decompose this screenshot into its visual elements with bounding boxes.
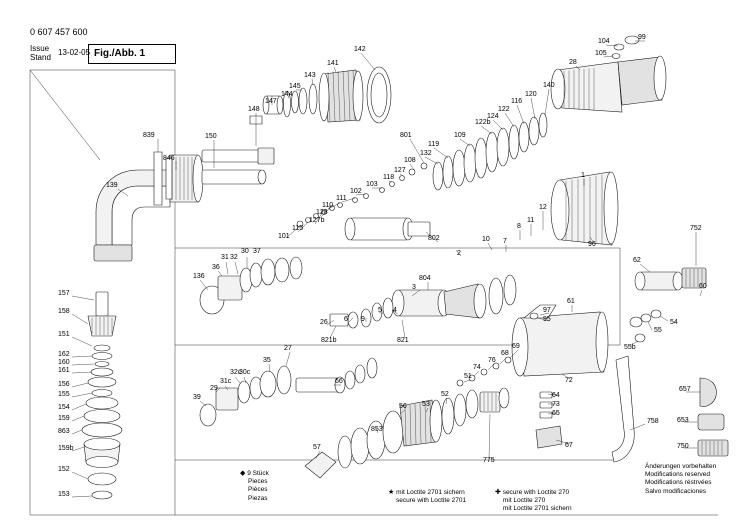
- callout-99: 99: [638, 34, 646, 41]
- callout-51: 51: [464, 373, 472, 380]
- callout-156: 156: [58, 381, 70, 388]
- callout-127: 127: [394, 167, 406, 174]
- callout-160: 160: [58, 359, 70, 366]
- callout-159: 159: [58, 415, 70, 422]
- callout-657: 657: [679, 386, 691, 393]
- callout-1: 1: [581, 172, 585, 179]
- callout-104: 104: [598, 38, 610, 45]
- note-modifications-reserved: Änderungen vorbehalten Modifications reserved Modifications réstrvées Salvo modificaciones: [645, 463, 717, 495]
- callout-29: 29: [210, 385, 218, 392]
- callout-144: 144: [281, 91, 293, 98]
- assembly-motor-housing: [551, 36, 666, 245]
- callout-127b: 127b: [309, 217, 325, 224]
- callout-750: 750: [677, 443, 689, 450]
- callout-69: 69: [512, 343, 520, 350]
- issue-date: 13-02-05: [58, 48, 91, 57]
- callout-105: 105: [595, 50, 607, 57]
- callout-140: 140: [543, 82, 555, 89]
- callout-96: 96: [588, 241, 596, 248]
- callout-36: 36: [212, 264, 220, 271]
- callout-4: 4: [393, 307, 397, 314]
- callout-68: 68: [501, 350, 509, 357]
- callout-53: 53: [422, 401, 430, 408]
- callout-108: 108: [404, 157, 416, 164]
- callout-147: 147: [265, 98, 277, 105]
- plus-icon: ✚: [495, 489, 501, 496]
- callout-162: 162: [58, 351, 70, 358]
- note-quantity: ◆ 9 Stück Pieces Pièces Piezas: [240, 470, 269, 502]
- callout-141: 141: [327, 60, 339, 67]
- callout-2: 2: [457, 250, 461, 257]
- assembly-gear-train: [202, 67, 391, 164]
- callout-116: 116: [511, 98, 523, 105]
- callout-55: 55: [654, 327, 662, 334]
- callout-142: 142: [354, 46, 366, 53]
- note-loctite-2701: ★ mit Loctite 2701 sichern secure with Loctite 2701: [388, 489, 467, 505]
- callout-775: 775: [483, 457, 495, 464]
- callout-32c: 32c: [230, 369, 242, 376]
- callout-97: 97: [543, 307, 551, 314]
- callout-55b: 55b: [624, 344, 636, 351]
- callout-28: 28: [569, 59, 577, 66]
- issue-label-de: Stand: [30, 53, 51, 62]
- callout-95: 95: [543, 316, 551, 323]
- callout-74: 74: [473, 364, 481, 371]
- callout-110: 110: [322, 202, 334, 209]
- callout-159b: 159b: [58, 445, 74, 452]
- callout-132: 132: [420, 150, 432, 157]
- callout-37: 37: [253, 248, 261, 255]
- callout-101: 101: [278, 233, 290, 240]
- callout-821b: 821b: [321, 337, 337, 344]
- callout-102: 102: [350, 188, 362, 195]
- callout-7: 7: [503, 238, 507, 245]
- callout-801: 801: [400, 132, 412, 139]
- callout-155: 155: [58, 391, 70, 398]
- callout-54: 54: [670, 319, 678, 326]
- callout-60: 60: [699, 283, 707, 290]
- callout-56: 56: [399, 403, 407, 410]
- callout-804: 804: [419, 275, 431, 282]
- part-number: 0 607 457 600: [30, 27, 88, 37]
- callout-151: 151: [58, 331, 70, 338]
- callout-821: 821: [397, 337, 409, 344]
- callout-161: 161: [58, 367, 70, 374]
- callout-52: 52: [441, 391, 449, 398]
- callout-66: 66: [335, 378, 343, 385]
- callout-122: 122: [498, 106, 510, 113]
- callout-853: 853: [371, 426, 383, 433]
- callout-61: 61: [567, 298, 575, 305]
- callout-31: 31: [221, 254, 229, 261]
- callout-158: 158: [58, 308, 70, 315]
- callout-27: 27: [284, 345, 292, 352]
- callout-128: 128: [316, 209, 328, 216]
- assembly-angle-head: [94, 152, 266, 261]
- callout-145: 145: [289, 83, 301, 90]
- callout-752: 752: [690, 225, 702, 232]
- callout-148: 148: [248, 106, 260, 113]
- callout-10: 10: [482, 236, 490, 243]
- callout-5: 5: [378, 307, 382, 314]
- note-loctite-270: ✚ secure with Loctite 270 mit Loctite 270 mit Loctite 2701 sichern: [495, 489, 572, 513]
- callout-35: 35: [263, 357, 271, 364]
- callout-30: 30: [241, 248, 249, 255]
- callout-120: 120: [525, 91, 537, 98]
- callout-31c: 31c: [220, 378, 232, 385]
- callout-76: 76: [488, 357, 496, 364]
- callout-57: 57: [313, 444, 321, 451]
- callout-111: 111: [336, 195, 347, 202]
- callout-122b: 122b: [475, 119, 491, 126]
- callout-154: 154: [58, 404, 70, 411]
- callout-153: 153: [58, 491, 70, 498]
- callout-8: 8: [517, 223, 521, 230]
- callout-11: 11: [527, 217, 535, 224]
- callout-802: 802: [428, 235, 440, 242]
- callout-73: 73: [552, 401, 560, 408]
- assembly-spindle-column: [82, 292, 122, 499]
- callout-72: 72: [565, 377, 573, 384]
- diamond-icon: ◆: [240, 470, 246, 477]
- callout-32: 32: [230, 254, 238, 261]
- callout-136: 136: [193, 273, 205, 280]
- callout-12: 12: [539, 204, 547, 211]
- issue-label-en: Issue: [30, 44, 50, 53]
- callout-846: 846: [163, 155, 175, 162]
- callout-118: 118: [383, 174, 395, 181]
- callout-139: 139: [106, 182, 118, 189]
- callout-3: 3: [412, 284, 416, 291]
- callout-157: 157: [58, 290, 70, 297]
- callout-103: 103: [366, 181, 378, 188]
- callout-62: 62: [633, 257, 641, 264]
- callout-6: 6: [344, 316, 348, 323]
- callout-758: 758: [647, 418, 659, 425]
- callout-30c: 30c: [239, 369, 251, 376]
- assembly-clutch-cylinder: [330, 268, 706, 376]
- callout-26: 26: [320, 319, 328, 326]
- callout-65: 65: [552, 410, 560, 417]
- callout-152: 152: [58, 466, 70, 473]
- callout-119: 119: [428, 141, 440, 148]
- callout-67: 67: [565, 442, 573, 449]
- callout-653: 653: [677, 417, 689, 424]
- callout-64: 64: [552, 392, 560, 399]
- callout-143: 143: [304, 72, 316, 79]
- callout-115: 115: [292, 225, 304, 232]
- callout-9: 9: [361, 316, 365, 323]
- figure-label: Fig./Abb. 1: [94, 48, 146, 59]
- callout-150: 150: [205, 133, 217, 140]
- callout-124: 124: [487, 113, 499, 120]
- callout-863: 863: [58, 428, 70, 435]
- callout-109: 109: [454, 132, 466, 139]
- star-icon: ★: [388, 489, 395, 496]
- callout-39: 39: [193, 394, 201, 401]
- callout-839: 839: [143, 132, 155, 139]
